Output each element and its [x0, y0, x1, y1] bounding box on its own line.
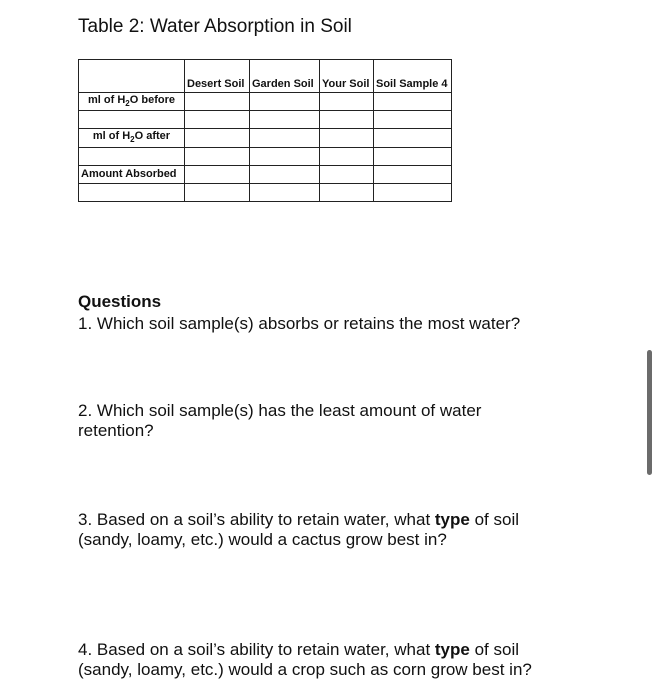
table-cell: [185, 93, 250, 111]
table-cell: [185, 165, 250, 183]
table-row: [79, 129, 452, 147]
row-label-before: ml of $H_2O$ before: [79, 93, 185, 111]
table-cell: [79, 147, 185, 165]
table-cell: [185, 111, 250, 129]
table-cell: [79, 111, 185, 129]
question-2: 2. Which soil sample(s) has the least amount of water retention?: [78, 401, 482, 440]
table-cell: [374, 183, 452, 201]
table-cell: [320, 111, 374, 129]
column-header-desert-soil: Desert Soil: [185, 60, 250, 93]
column-header-your-soil: Your Soil: [320, 60, 374, 93]
table-title: Table 2: Water Absorption in Soil: [78, 16, 352, 37]
table-cell: [320, 165, 374, 183]
table-cell: [374, 129, 452, 147]
column-header-soil-sample-4: Soil Sample 4: [374, 60, 452, 93]
column-header-garden-soil: Garden Soil: [250, 60, 320, 93]
question-3: 3. Based on a soil’s ability to retain water, what type of soil (sandy, loamy, etc.) would a cactus grow best in?: [78, 510, 519, 549]
table-cell: [320, 147, 374, 165]
table-cell: [320, 183, 374, 201]
row-label-amount-absorbed: Amount Absorbed: [79, 165, 185, 183]
vertical-scrollbar[interactable]: [647, 350, 652, 475]
table-row: [79, 111, 452, 129]
table-cell: [250, 183, 320, 201]
table-cell: [320, 93, 374, 111]
table-cell: [374, 147, 452, 165]
row-label-after: ml of $H_2O$ after: [79, 129, 185, 147]
table-row: [79, 147, 452, 165]
table-row: [79, 183, 452, 201]
table-cell: [185, 147, 250, 165]
table-cell: [250, 93, 320, 111]
questions-heading: Questions: [78, 292, 162, 311]
table-cell: [185, 183, 250, 201]
table-cell: [79, 183, 185, 201]
table-cell: [250, 129, 320, 147]
table-cell: [250, 147, 320, 165]
table-cell: [185, 129, 250, 147]
question-4: 4. Based on a soil’s ability to retain water, what type of soil (sandy, loamy, etc.) would a crop such as corn grow best in?: [78, 640, 532, 679]
table-cell: [374, 111, 452, 129]
water-absorption-table: [78, 59, 452, 202]
table-row: [79, 93, 452, 111]
table-cell: [250, 165, 320, 183]
table-header-row: [79, 60, 452, 93]
header-corner-cell: [79, 60, 185, 93]
table-row: [79, 165, 452, 183]
question-1: 1. Which soil sample(s) absorbs or retains the most water?: [78, 314, 521, 333]
table-cell: [374, 93, 452, 111]
table-cell: [374, 165, 452, 183]
table-cell: [320, 129, 374, 147]
table-cell: [250, 111, 320, 129]
